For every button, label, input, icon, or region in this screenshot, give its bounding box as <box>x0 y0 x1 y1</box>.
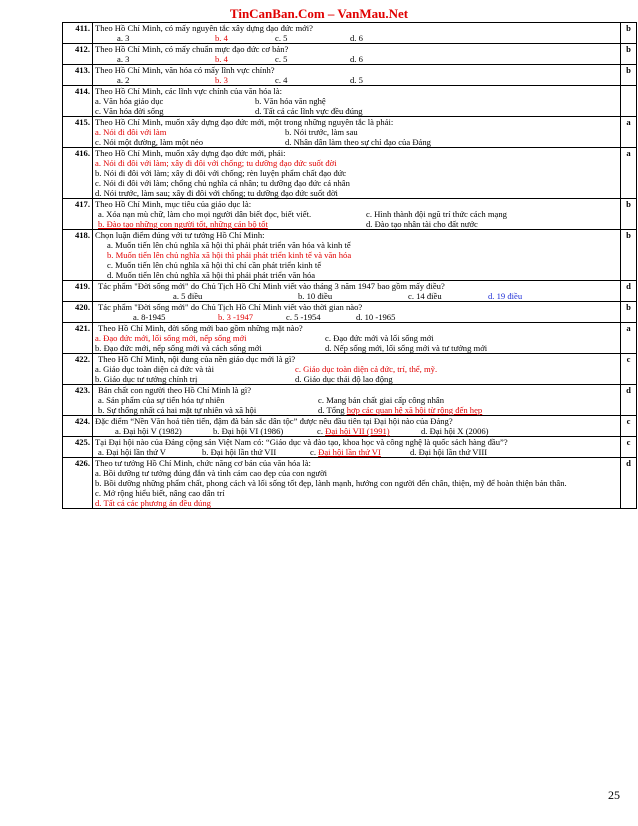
option-a: a. Bồi dưỡng tư tưởng đúng đắn và tình cảm cao đẹp của con người <box>95 468 328 478</box>
answer-letter: b <box>621 199 637 230</box>
question-cell <box>93 458 621 509</box>
table-row <box>63 23 637 44</box>
option-a: a. Văn hóa giáo dục <box>95 96 164 106</box>
option-d: d. Giáo dục thái độ lao động <box>295 374 393 384</box>
option-d: d. Tất cả các phương án đều đúng <box>95 498 211 508</box>
table-row <box>63 281 637 302</box>
question-text: Theo Hồ Chí Minh, mục tiêu của giáo dục là: <box>95 199 252 209</box>
option-c: c. Đại hội VII (1991) <box>317 426 390 436</box>
table-row <box>63 230 637 281</box>
option-d: d. 10 -1965 <box>356 312 396 322</box>
option-d: d. 6 <box>350 33 363 43</box>
option-c: c. Nói đi đôi với làm; chống chủ nghĩa cá nhân; tu dưỡng đạo đức cá nhân <box>95 178 350 188</box>
option-b: b. 10 điều <box>298 291 333 301</box>
option-a: a. Đạo đức mới, lối sống mới, nếp sống mới <box>95 333 247 343</box>
option-a: a. Giáo dục toàn diện cả đức và tài <box>95 364 214 374</box>
question-text: Theo Hồ Chí Minh, có mấy chuẩn mực đạo đức cơ bản? <box>95 44 289 54</box>
question-number: 424. <box>63 416 93 437</box>
option-d: d. 19 điều <box>488 291 523 301</box>
question-number: 415. <box>63 117 93 148</box>
question-text: Theo Hồ Chí Minh, muốn xây dựng đạo đức mới, phải: <box>95 148 286 158</box>
question-cell <box>93 281 621 302</box>
option-d: d. Muốn tiến lên chủ nghĩa xã hội thì phải phát triển văn hóa <box>107 270 316 280</box>
answer-letter <box>621 86 637 117</box>
option-d: d. Tất cả các lĩnh vực đều đúng <box>255 106 363 116</box>
option-c: c. Đại hội lần thứ VI <box>310 447 381 457</box>
option-a: a. 8-1945 <box>133 312 166 322</box>
question-text: Tại Đại hội nào của Đảng cộng sản Việt Nam có: “Giáo dục và đào tạo, khoa học và công nghệ là quốc sách hàng đầu”? <box>95 437 508 447</box>
answer-letter: b <box>621 302 637 323</box>
option-c: c. Mở rộng hiểu biết, nâng cao dân trí <box>95 488 225 498</box>
option-c: c. Muốn tiến lên chủ nghĩa xã hội thì chỉ cần phát triển kinh tế <box>107 260 322 270</box>
option-a: a. 3 <box>117 54 130 64</box>
answer-letter: b <box>621 65 637 86</box>
option-d: d. Đào tạo nhân tài cho đất nước <box>366 219 478 229</box>
answer-letter: a <box>621 148 637 199</box>
option-d: d. Nếp sống mới, lối sống mới và tư tưởng mới <box>325 343 488 353</box>
question-text: Chọn luận điểm đúng với tư tưởng Hồ Chí Minh: <box>95 230 265 240</box>
table-row <box>63 323 637 354</box>
question-cell <box>93 354 621 385</box>
option-b: b. Đạo đức mới, nếp sống mới và cách sống mới <box>95 343 262 353</box>
option-a: a. Nói đi đôi với làm; xây đi đôi với chống; tu dưỡng đạo đức suốt đời <box>95 158 337 168</box>
option-d: d. Đại hội X (2006) <box>421 426 489 436</box>
option-b: b. 4 <box>215 54 228 64</box>
option-d: d. Nhân dân làm theo sự chỉ đạo của Đảng <box>285 137 431 147</box>
table-row <box>63 86 637 117</box>
answer-letter: c <box>621 416 637 437</box>
question-cell <box>93 23 621 44</box>
table-row <box>63 148 637 199</box>
question-text: Đặc điểm “Nền Văn hoá tiên tiến, đậm đà bản sắc dân tộc” được nêu đầu tiên tại Đại hội nào của Đảng? <box>95 416 453 426</box>
option-b: b. Nói đi đôi với làm; xây đi đôi với chống; rèn luyện phẩm chất đạo đức <box>95 168 347 178</box>
question-cell <box>93 385 621 416</box>
question-text: Theo Hồ Chí Minh, các lĩnh vực chính của văn hóa là: <box>95 86 282 96</box>
option-c: c. Văn hóa đời sống <box>95 106 164 116</box>
option-c: c. Đạo đức mới và lối sống mới <box>325 333 434 343</box>
option-c: c. Nói một đường, làm một nẻo <box>95 137 204 147</box>
option-a: a. 2 <box>117 75 130 85</box>
option-c: c. 5 <box>275 54 288 64</box>
question-number: 420. <box>63 302 93 323</box>
table-row <box>63 458 637 509</box>
option-d: d. Nói trước, làm sau; xây đi đôi với chống; tu dưỡng đạo đức suốt đời <box>95 188 338 198</box>
option-c: c. 5 -1954 <box>286 312 321 322</box>
page-number: 25 <box>608 788 620 802</box>
question-text: Theo Hồ Chí Minh, nội dung của nền giáo dục mới là gì? <box>98 354 296 364</box>
option-b: b. Đại hội lần thứ VII <box>202 447 277 457</box>
option-b: b. 3 <box>215 75 228 85</box>
option-b: b. Muốn tiến lên chủ nghĩa xã hội thì phải phát triển kinh tế và văn hóa <box>107 250 352 260</box>
option-a: a. 5 điều <box>173 291 203 301</box>
question-cell <box>93 230 621 281</box>
question-number: 414. <box>63 86 93 117</box>
question-number: 412. <box>63 44 93 65</box>
option-b: b. Đào tạo những con người tốt, những cán bộ tốt <box>98 219 268 229</box>
option-b: b. Sự thống nhất cả hai mặt tự nhiên và xã hội <box>98 405 257 415</box>
option-a: a. 3 <box>117 33 130 43</box>
question-text: Theo Hồ Chí Minh, muốn xây dựng đạo đức mới, một trong những nguyên tắc là phải: <box>95 117 394 127</box>
question-cell <box>93 416 621 437</box>
option-b: b. Đại hội VI (1986) <box>213 426 284 436</box>
table-row <box>63 199 637 230</box>
option-a: a. Muốn tiến lên chủ nghĩa xã hội thì phải phát triển văn hóa và kinh tế <box>107 240 351 250</box>
question-text: Theo tư tưởng Hồ Chí Minh, chức năng cơ bản của văn hóa là: <box>95 458 311 468</box>
site-header: TinCanBan.Com – VanMau.Net <box>229 6 409 21</box>
question-number: 425. <box>63 437 93 458</box>
question-number: 416. <box>63 148 93 199</box>
table-row <box>63 385 637 416</box>
option-c: c. Mang bản chất giai cấp công nhân <box>318 395 444 405</box>
option-b: b. 4 <box>215 33 228 43</box>
question-cell <box>93 323 621 354</box>
question-number: 422. <box>63 354 93 385</box>
table-row <box>63 437 637 458</box>
question-cell <box>93 44 621 65</box>
question-number: 426. <box>63 458 93 509</box>
table-row <box>63 117 637 148</box>
question-cell <box>93 199 621 230</box>
option-a: a. Đại hội lần thứ V <box>98 447 166 457</box>
question-cell <box>93 302 621 323</box>
answer-letter: b <box>621 44 637 65</box>
question-table <box>62 22 637 509</box>
option-b: b. Văn hóa văn nghệ <box>255 96 326 106</box>
question-number: 419. <box>63 281 93 302</box>
answer-letter: d <box>621 281 637 302</box>
answer-letter: a <box>621 117 637 148</box>
answer-letter: b <box>621 23 637 44</box>
answer-letter: c <box>621 354 637 385</box>
question-number: 423. <box>63 385 93 416</box>
option-d: d. 5 <box>350 75 363 85</box>
question-number: 418. <box>63 230 93 281</box>
answer-letter: b <box>621 230 637 281</box>
table-row <box>63 65 637 86</box>
table-row <box>63 44 637 65</box>
question-text: Bản chất con người theo Hồ Chí Minh là gì? <box>98 385 252 395</box>
table-row <box>63 354 637 385</box>
question-cell <box>93 437 621 458</box>
option-d: d. Đại hội lần thứ VIII <box>410 447 488 457</box>
option-a: a. Sản phẩm của sự tiến hóa tự nhiên <box>98 395 225 405</box>
question-text: Tác phẩm "Đời sống mới" do Chủ Tịch Hồ Chí Minh viết vào thời gian nào? <box>98 302 363 312</box>
table-row <box>63 302 637 323</box>
table-row <box>63 416 637 437</box>
question-text: Theo Hồ Chí Minh, đời sống mới bao gồm những mặt nào? <box>98 323 303 333</box>
option-d: d. 6 <box>350 54 363 64</box>
answer-letter: d <box>621 458 637 509</box>
question-text: Theo Hồ Chí Minh, văn hóa có mấy lĩnh vực chính? <box>95 65 275 75</box>
option-c: c. 4 <box>275 75 288 85</box>
question-text: Theo Hồ Chí Minh, có mấy nguyên tắc xây dựng đạo đức mới? <box>95 23 313 33</box>
question-number: 417. <box>63 199 93 230</box>
answer-letter: c <box>621 437 637 458</box>
question-cell <box>93 65 621 86</box>
option-a: a. Nói đi đôi với làm <box>95 127 167 137</box>
question-number: 421. <box>63 323 93 354</box>
answer-letter: d <box>621 385 637 416</box>
option-c: c. Giáo dục toàn diện cả đức, trí, thể, mỹ. <box>295 364 438 374</box>
option-b: b. 3 -1947 <box>218 312 254 322</box>
option-a: a. Xóa nạn mù chữ, làm cho mọi người dân biết đọc, biết viết. <box>98 209 312 219</box>
option-c: c. 14 điều <box>408 291 442 301</box>
option-b: b. Nói trước, làm sau <box>285 127 358 137</box>
question-text: Tác phẩm "Đời sống mới" do Chủ Tịch Hồ Chí Minh viết vào tháng 3 năm 1947 bao gồm mấy điều? <box>98 281 445 291</box>
option-c: c. 5 <box>275 33 288 43</box>
question-cell <box>93 148 621 199</box>
option-a: a. Đại hội V (1982) <box>115 426 182 436</box>
option-b: b. Bồi dưỡng những phẩm chất, phong cách và lối sống tốt đẹp, lành mạnh, hướng con người đến chân, thiện, mỹ để hoàn thiện bản thân. <box>95 478 567 488</box>
option-c: c. Hình thành đội ngũ trí thức cách mạng <box>366 209 507 219</box>
question-number: 411. <box>63 23 93 44</box>
question-cell <box>93 86 621 117</box>
option-d: d. Tổng hợp các quan hệ xã hội từ rộng đến hẹp <box>318 405 483 415</box>
question-number: 413. <box>63 65 93 86</box>
option-b: b. Giáo dục tư tưởng chính trị <box>95 374 198 384</box>
question-cell <box>93 117 621 148</box>
answer-letter: a <box>621 323 637 354</box>
